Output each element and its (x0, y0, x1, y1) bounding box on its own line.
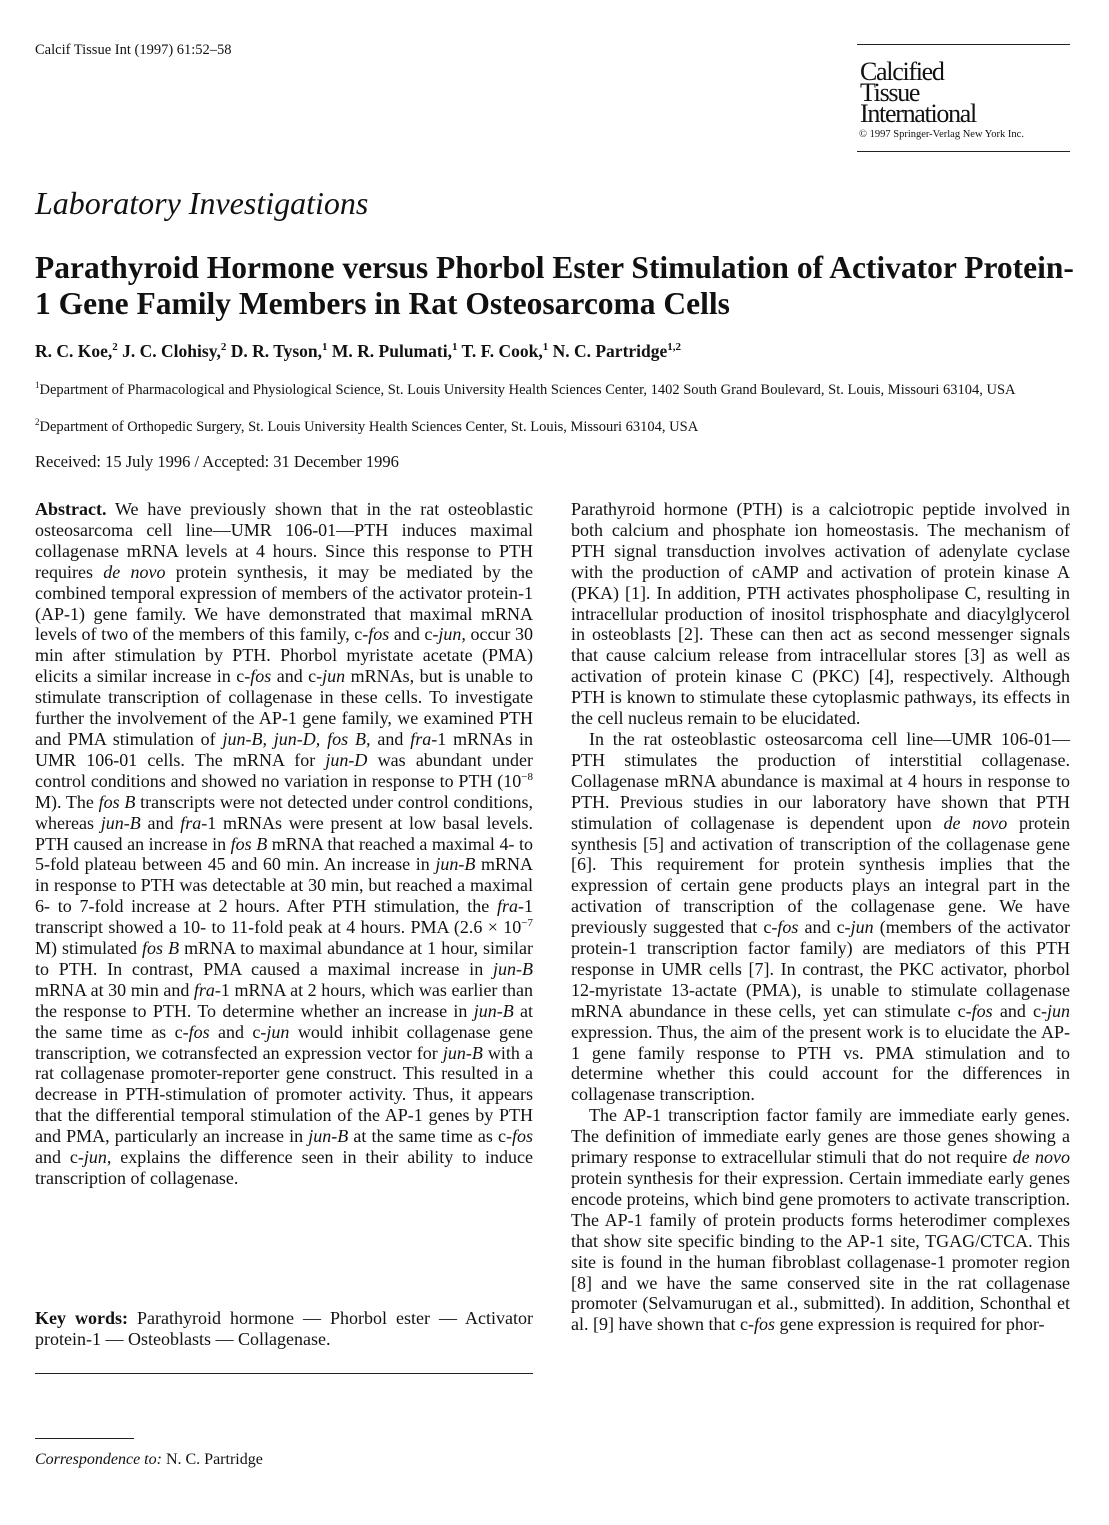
journal-logo-line-1: Calcified (860, 57, 944, 86)
keywords (35, 1308, 533, 1350)
keywords-text: Parathyroid hormone — Phorbol ester — Activator protein-1 — Osteoblasts — Collagenase. (35, 1308, 533, 1349)
affiliation-mark: 2 (35, 417, 40, 427)
paper-title: Parathyroid Hormone versus Phorbol Ester Stimulation of Activator Protein-1 Gene Family Members in Rat Osteosarcoma Cells (35, 250, 1074, 321)
journal-logo-line-2: Tissue (860, 78, 920, 107)
abstract (35, 499, 533, 1189)
copyright-notice: © 1997 Springer-Verlag New York Inc. (859, 129, 1024, 140)
received-dates: Received: 15 July 1996 / Accepted: 31 December 1996 (35, 452, 399, 471)
abstract-divider (35, 1373, 533, 1374)
author: N. C. Partridge (552, 341, 668, 361)
affiliation-text: Department of Orthopedic Surgery, St. Louis University Health Sciences Center, St. Louis, Missouri 63104, USA (39, 418, 699, 435)
body-text (571, 499, 1070, 1335)
body-paragraph-1: Parathyroid hormone (PTH) is a calciotropic peptide involved in both calcium and phosphate ion homeostasis. The mechanism of PTH signal transduction involves activation of adenylate cyclase with the production of cAMP and activation of protein kinase A (PKA) [1]. In addition, PTH activates phospholipase C, resulting in intracellular production of inositol trisphosphate and diacylglycerol in osteoblasts [2]. These can then act as second messenger signals that cause calcium release from intracellular stores [3] as well as activation of protein kinase C (PKC) [4], respectively. Although PTH is known to stimulate these cytoplasmic pathways, its effects in the cell nucleus remain to be elucidated. (571, 499, 1070, 729)
author-affiliation-mark: 1 (542, 341, 549, 354)
section-label: Laboratory Investigations (35, 185, 369, 221)
affiliation-text: Department of Pharmacological and Physiological Science, St. Louis University Health Sciences Center, 1402 South Grand Boulevard, St. Louis, Missouri 63104, USA (39, 381, 1016, 398)
keywords-label: Key words: (35, 1308, 128, 1328)
author-affiliation-mark: 1 (322, 341, 328, 354)
correspondence-footnote (35, 1451, 263, 1469)
correspondence-label: Correspondence to: (35, 1451, 162, 1468)
journal-logo-line-3: International (860, 99, 976, 128)
author-list (35, 341, 681, 362)
footnote-divider (35, 1438, 134, 1439)
author-affiliation-mark: 2 (220, 341, 227, 354)
journal-logo (857, 44, 1070, 152)
author-affiliation-mark: 2 (112, 341, 118, 354)
author: M. R. Pulumati, (331, 341, 452, 361)
journal-citation: Calcif Tissue Int (1997) 61:52–58 (35, 42, 232, 58)
affiliation-2 (35, 413, 1075, 437)
affiliation-1 (35, 376, 1075, 400)
correspondence-name: N. C. Partridge (161, 1451, 263, 1468)
abstract-label: Abstract. (35, 499, 107, 519)
author: T. F. Cook, (461, 341, 543, 361)
body-paragraph-3: The AP-1 transcription factor family are immediate early genes. The definition of immediate early genes are those genes showing a primary response to extracellular stimuli that do not require de novo protein synthesis for their expression. Certain immediate early genes encode proteins, which bind gene promoters to activate transcription. The AP-1 family of protein products forms heterodimer complexes that show site specific binding to the AP-1 site, TGAG/CTCA. This site is found in the human fibroblast collagenase-1 promoter region [8] and we have the same conserved site in the rat collagenase promoter (Selvamurugan et al., submitted). In addition, Schonthal et al. [9] have shown that c-fos gene expression is required for phor- (571, 1105, 1071, 1335)
abstract-text: Abstract. We have previously shown that in the rat osteoblastic osteosarcoma cell line—UMR 106-01—PTH induces maximal collagenase mRNA levels at 4 hours. Since this response to PTH requires de novo protein synthesis, it may be mediated by the combined temporal expression of members of the activator protein-1 (AP-1) gene family. We have demonstrated that maximal mRNA levels of two of the members of this family, c-fos and c-jun, occur 30 min after stimulation by PTH. Phorbol myristate acetate (PMA) elicits a similar increase in c-fos and c-jun mRNAs, but is unable to stimulate transcription of collagenase in these cells. To investigate further the involvement of the AP-1 gene family, we examined PTH and PMA stimulation of jun-B, jun-D, fos B, and fra-1 mRNAs in UMR 106-01 cells. The mRNA for jun-D was abundant under control conditions and showed no variation in response to PTH ($10^{-8}$ M). The fos B transcripts were not detected under control conditions, whereas jun-B and fra-1 mRNAs were present at low basal levels. PTH caused an increase in fos B mRNA that reached a maximal 4- to 5-fold plateau between 45 and 60 min. An increase in jun-B mRNA in response to PTH was detectable at 30 min, but reached a maximal 6- to 7-fold increase at 2 hours. After PTH stimulation, the fra-1 transcript showed a 10- to 11-fold peak at 4 hours. PMA ($2.6 \times 10^{-7}$ M) stimulated fos B mRNA to maximal abundance at 1 hour, similar to PTH. In contrast, PMA caused a maximal increase in jun-B mRNA at 30 min and fra-1 mRNA at 2 hours, which was earlier than the response to PTH. To determine whether an increase in jun-B at the same time as c-fos and c-jun would inhibit collagenase gene transcription, we cotransfected an expression vector for jun-B with a rat collagenase promoter-reporter gene construct. This resulted in a decrease in PTH-stimulation of promoter activity. Thus, it appears that the differential temporal stimulation of the AP-1 genes by PTH and PMA, particularly an increase in jun-B at the same time as c-fos and c-jun, explains the difference seen in their ability to induce transcription of collagenase. (35, 499, 533, 1188)
author-affiliation-mark: 1,2 (667, 341, 682, 354)
affiliation-mark: 1 (35, 380, 40, 390)
author: J. C. Clohisy, (122, 341, 221, 361)
author-affiliation-mark: 1 (451, 341, 458, 354)
author: D. R. Tyson, (230, 341, 322, 361)
body-paragraph-2: In the rat osteoblastic osteosarcoma cell line—UMR 106-01—PTH stimulates the production of interstitial collagenase. Collagenase mRNA abundance is maximal at 4 hours in response to PTH. Previous studies in our laboratory have shown that PTH stimulation of collagenase is dependent upon de novo protein synthesis [5] and activation of transcription of the collagenase gene [6]. This requirement for protein synthesis implies that the expression of certain gene products plays an integral part in the activation of transcription of the collagenase gene. We have previously suggested that c-fos and c-jun (members of the activator protein-1 transcription factor family) are mediators of this PTH response in UMR cells [7]. In contrast, the PKC activator, phorbol 12-myristate 13-actate (PMA), is unable to stimulate collagenase mRNA abundance in these cells, yet can stimulate c-fos and c-jun expression. Thus, the aim of the present work is to elucidate the AP-1 gene family response to PTH vs. PMA stimulation and to determine whether this could account for the differences in collagenase transcription. (571, 728, 1070, 1105)
author: R. C. Koe, (35, 341, 113, 361)
